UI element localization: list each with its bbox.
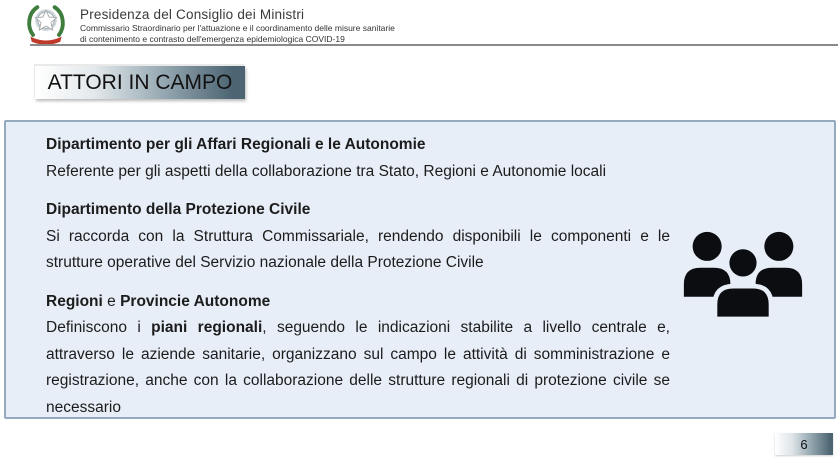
content-panel	[4, 120, 836, 419]
section-body: Si raccorda con la Struttura Commissariale, rendendo disponibili le componenti e le strutture operative del Servizio nazionale della Protezione Civile	[46, 227, 670, 271]
panel-text-column	[46, 132, 670, 421]
org-subtitle-line-2: di contenimento e contrasto dell'emergenza epidemiologica COVID-19	[80, 34, 345, 44]
section-regioni-provincie	[46, 289, 670, 422]
header-text-block	[80, 7, 395, 45]
body-part-bold: piani regionali	[151, 319, 263, 336]
heading-part-bold: Regioni	[46, 292, 103, 310]
section-affari-regionali	[46, 132, 670, 185]
heading-part-plain: e	[102, 292, 121, 310]
org-subtitle-line-1: Commissario Straordinario per l'attuazione e il coordinamento delle misure sanitarie	[80, 23, 395, 33]
section-body	[46, 315, 670, 421]
page-number: 6	[775, 433, 833, 455]
heading-part-bold: Provincie Autonome	[120, 292, 271, 310]
page-title: ATTORI IN CAMPO	[35, 66, 245, 99]
section-heading: Dipartimento per gli Affari Regionali e le Autonomie	[46, 136, 426, 153]
section-heading	[46, 289, 670, 316]
header-divider	[30, 44, 838, 46]
section-heading: Dipartimento della Protezione Civile	[46, 201, 311, 218]
section-protezione-civile	[46, 197, 670, 277]
italian-republic-emblem-icon	[20, 2, 72, 47]
section-body: Referente per gli aspetti della collaborazione tra Stato, Regioni e Autonomie locali	[46, 162, 607, 180]
group-people-icon	[680, 226, 806, 323]
org-name: Presidenza del Consiglio dei Ministri	[80, 7, 305, 22]
body-part-plain: , seguendo le indicazioni stabilite a livello centrale e, attraverso le aziende sanitarie, organizzano sul campo le attività di somministrazione e registrazione, anche con la collaborazione delle strutture regionali di protezione civile se necessario	[46, 319, 670, 416]
body-part-plain: Definiscono i	[46, 319, 152, 336]
